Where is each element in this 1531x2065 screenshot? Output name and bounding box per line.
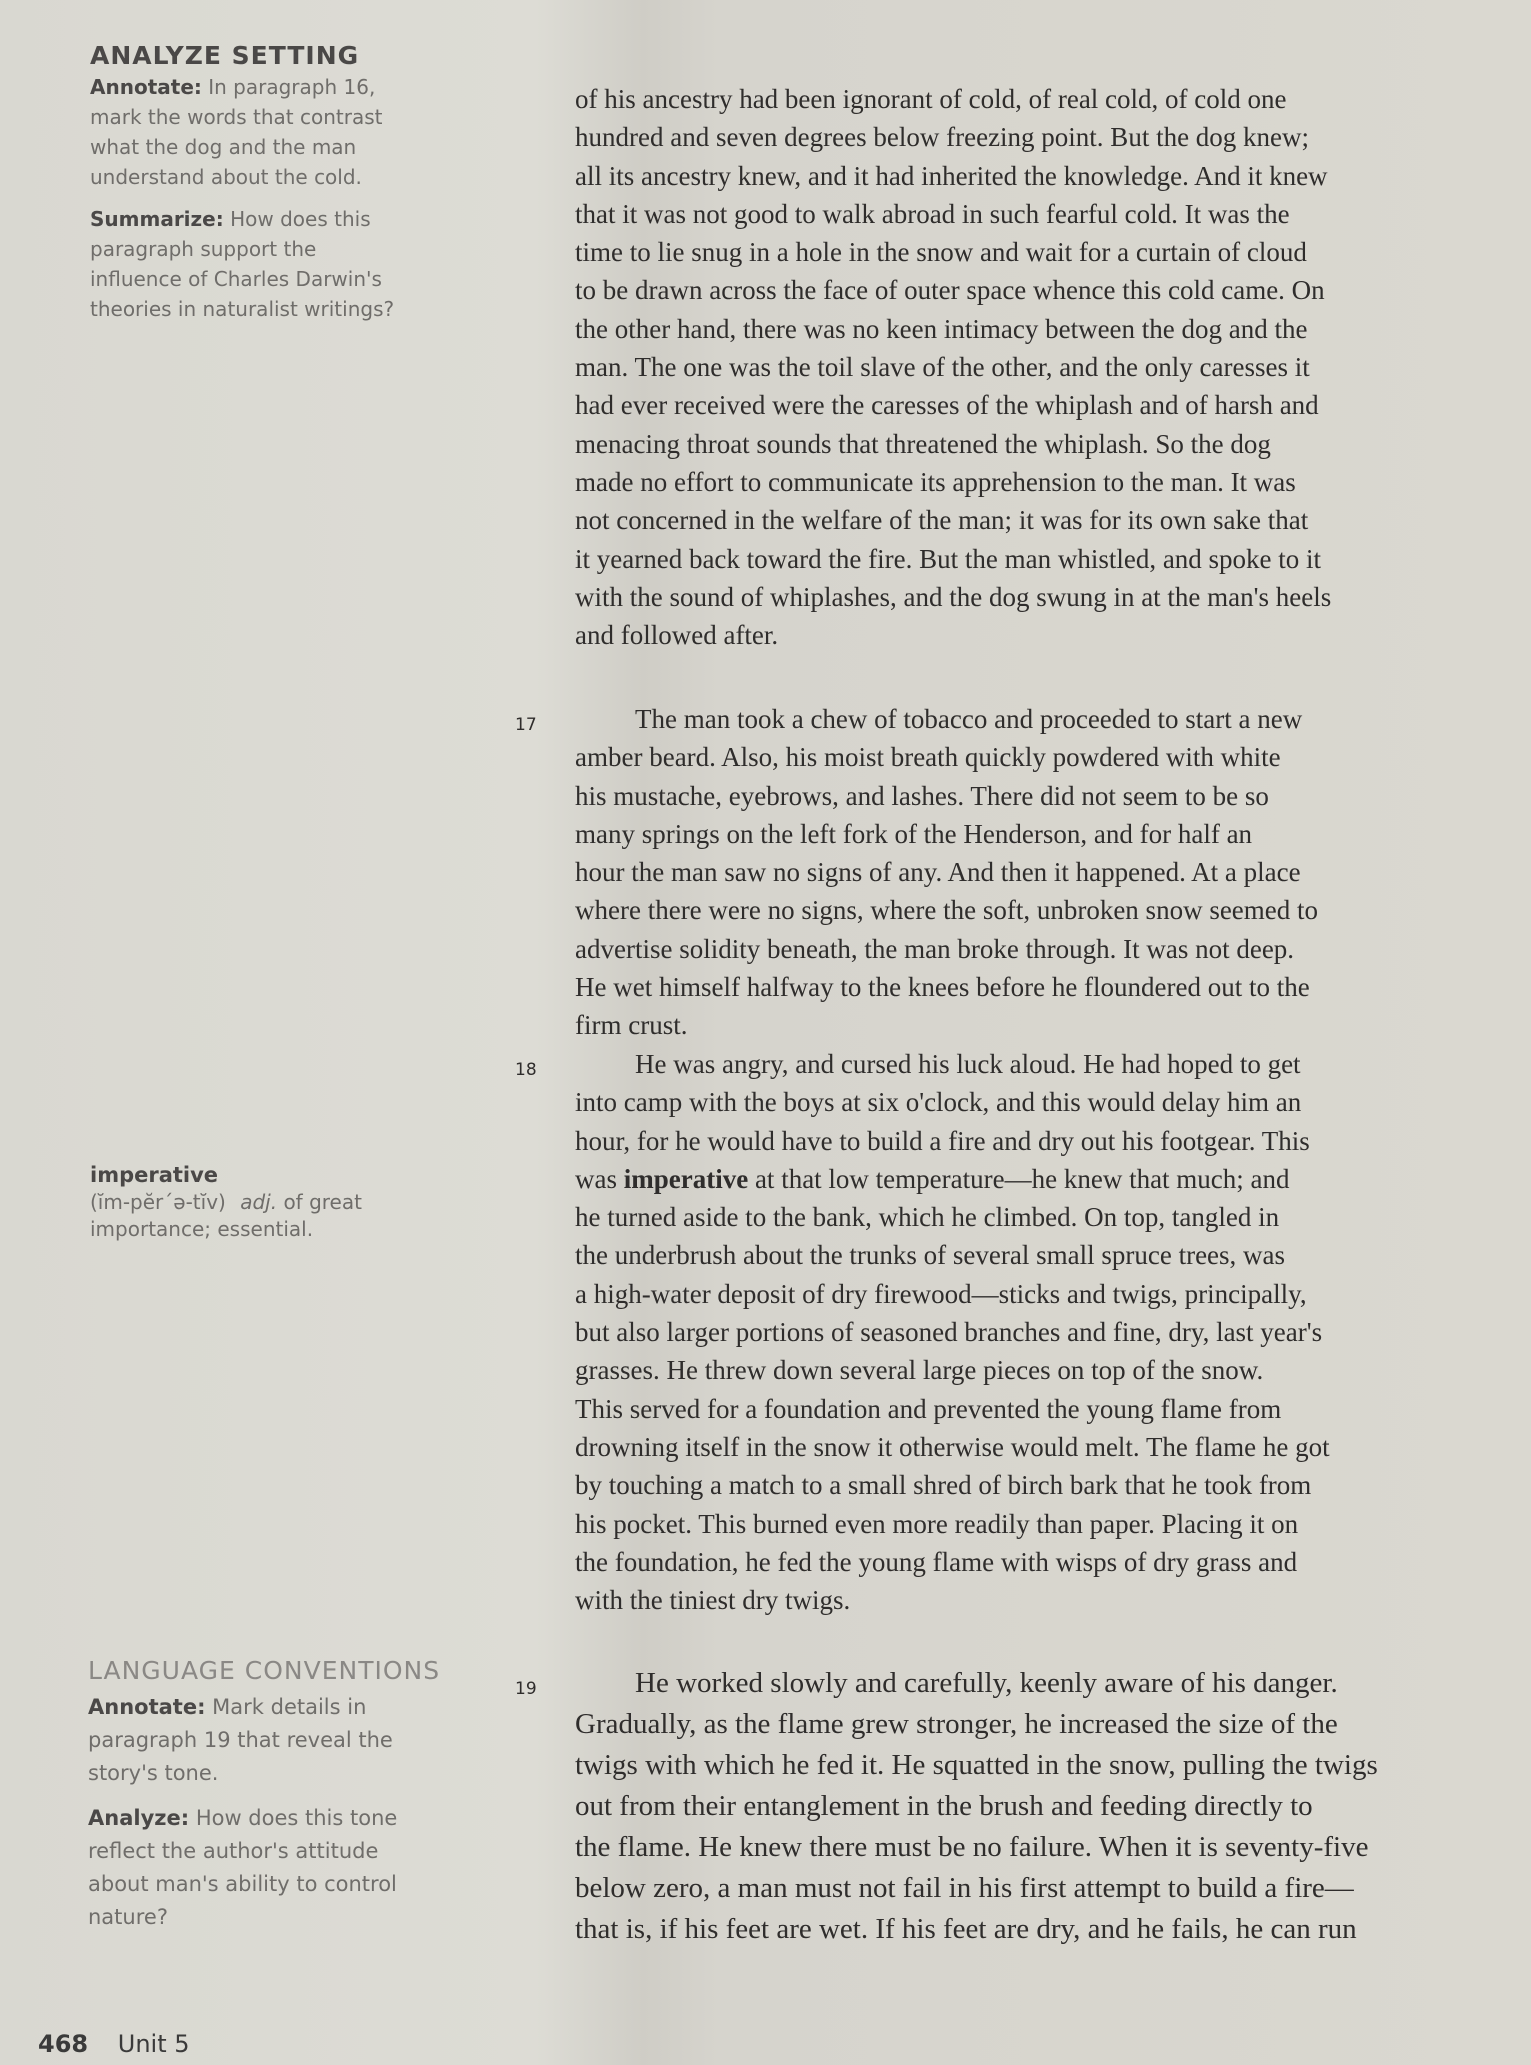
annotate-prompt: Annotate: Mark details in paragraph 19 that reveal the story's tone.: [88, 1695, 393, 1785]
page-footer: [38, 2030, 212, 2058]
text-line: the other hand, there was no keen intimacy between the dog and the: [575, 313, 1308, 344]
text-line: with the tiniest dry twigs.: [575, 1585, 851, 1616]
text-line: of his ancestry had been ignorant of cold, of real cold, of cold one: [575, 84, 1287, 114]
text-line: he turned aside to the bank, which he climbed. On top, tangled in: [575, 1202, 1280, 1233]
text-line: into camp with the boys at six o'clock, and this would delay him an: [575, 1087, 1302, 1118]
text-line: amber beard. Also, his moist breath quickly powdered with white: [575, 742, 1281, 773]
text-line: hour the man saw no signs of any. And then it happened. At a place: [575, 857, 1301, 888]
note-heading: LANGUAGE CONVENTIONS: [88, 1656, 441, 1685]
summarize-prompt: Summarize: How does this paragraph support the influence of Charles Darwin's theories in naturalist writings?: [90, 207, 395, 321]
text-line: man. The one was the toil slave of the other, and the only caresses it: [575, 352, 1310, 383]
text-line: grasses. He threw down several large pieces on top of the snow.: [575, 1355, 1264, 1386]
text-line: Gradually, as the flame grew stronger, he increased the size of the: [575, 1708, 1338, 1740]
paragraph-number: 18: [515, 1060, 537, 1080]
vocabulary-note: [90, 1162, 510, 1243]
text-line: and followed after.: [575, 620, 779, 651]
text-line: his pocket. This burned even more readily than paper. Placing it on: [575, 1508, 1299, 1539]
analyze-setting-note: [90, 40, 510, 336]
text-line: below zero, a man must not fail in his first attempt to build a fire—: [575, 1872, 1354, 1904]
text-line: advertise solidity beneath, the man broke through. It was not deep.: [575, 933, 1295, 964]
paragraph-17: [515, 700, 1495, 1045]
text-line: the flame. He knew there must be no failure. When it is seventy-five: [575, 1831, 1369, 1863]
paragraph-19: [515, 1663, 1495, 1950]
text-line: that is, if his feet are wet. If his feet are dry, and he fails, he can run: [575, 1913, 1357, 1945]
note-heading: ANALYZE SETTING: [90, 41, 360, 70]
text-line: time to lie snug in a hole in the snow and wait for a curtain of cloud: [575, 237, 1307, 268]
text-line: He worked slowly and carefully, keenly aware of his danger.: [635, 1667, 1338, 1699]
text-line: drowning itself in the snow it otherwise would melt. The flame he got: [575, 1431, 1330, 1462]
text-line: many springs on the left fork of the Henderson, and for half an: [575, 818, 1253, 849]
text-line: a high-water deposit of dry firewood—sticks and twigs, principally,: [575, 1278, 1307, 1309]
text-line: not concerned in the welfare of the man; it was for its own sake that: [575, 505, 1309, 536]
text-line: his mustache, eyebrows, and lashes. There did not seem to be so: [575, 780, 1269, 811]
paragraph-18: [515, 1045, 1495, 1619]
text-line: the underbrush about the trunks of several small spruce trees, was: [575, 1240, 1286, 1271]
text-line: This served for a foundation and prevented the young flame from: [575, 1393, 1282, 1424]
text-line: had ever received were the caresses of the whiplash and of harsh and: [575, 390, 1319, 421]
page-number: 468: [38, 2030, 89, 2058]
text-line: firm crust.: [575, 1010, 688, 1041]
text-line: hour, for he would have to build a fire and dry out his footgear. This: [575, 1125, 1310, 1156]
text-line: He wet himself halfway to the knees before he floundered out to the: [575, 972, 1310, 1003]
text-line: hundred and seven degrees below freezing point. But the dog knew;: [575, 122, 1310, 153]
text-line: with the sound of whiplashes, and the dog swung in at the man's heels: [575, 581, 1332, 612]
language-conventions-note: [88, 1655, 508, 1946]
text-line: made no effort to communicate its apprehension to the man. It was: [575, 466, 1296, 497]
text-line: the foundation, he fed the young flame with wisps of dry grass and: [575, 1546, 1298, 1577]
text-line: it yearned back toward the fire. But the man whistled, and spoke to it: [575, 543, 1322, 574]
unit-label: Unit 5: [117, 2030, 190, 2058]
text-line: out from their entanglement in the brush and feeding directly to: [575, 1790, 1313, 1822]
text-line: to be drawn across the face of outer space whence this cold came. On: [575, 275, 1325, 306]
text-line: twigs with which he fed it. He squatted in the snow, pulling the twigs: [575, 1749, 1378, 1781]
text-line: He was angry, and cursed his luck aloud. He had hoped to get: [635, 1049, 1301, 1079]
annotate-prompt: Annotate: In paragraph 16, mark the words that contrast what the dog and the man understand about the cold.: [90, 75, 383, 189]
text-line: by touching a match to a small shred of birch bark that he took from: [575, 1470, 1312, 1501]
paragraph-number: 19: [515, 1679, 537, 1699]
vocab-word: imperative: [90, 1163, 219, 1187]
text-line: where there were no signs, where the soft, unbroken snow seemed to: [575, 895, 1319, 926]
vocab-definition: (ĭm-pĕr´ə-tĭv) adj. of great importance; essential.: [90, 1190, 362, 1241]
paragraph-number: 17: [515, 715, 537, 735]
text-line: menacing throat sounds that threatened the whiplash. So the dog: [575, 428, 1271, 459]
text-line: but also larger portions of seasoned branches and fine, dry, last year's: [575, 1317, 1323, 1348]
text-line: all its ancestry knew, and it had inherited the knowledge. And it knew: [575, 160, 1328, 191]
analyze-prompt: Analyze: How does this tone reflect the author's attitude about man's ability to control nature?: [88, 1806, 398, 1929]
paragraph-16: [575, 80, 1495, 654]
vocab-highlight: imperative: [623, 1163, 749, 1194]
text-line: that it was not good to walk abroad in such fearful cold. It was the: [575, 198, 1290, 229]
text-line: was imperative at that low temperature—he knew that much; and: [575, 1163, 1290, 1194]
text-line: The man took a chew of tobacco and proceeded to start a new: [635, 704, 1303, 734]
